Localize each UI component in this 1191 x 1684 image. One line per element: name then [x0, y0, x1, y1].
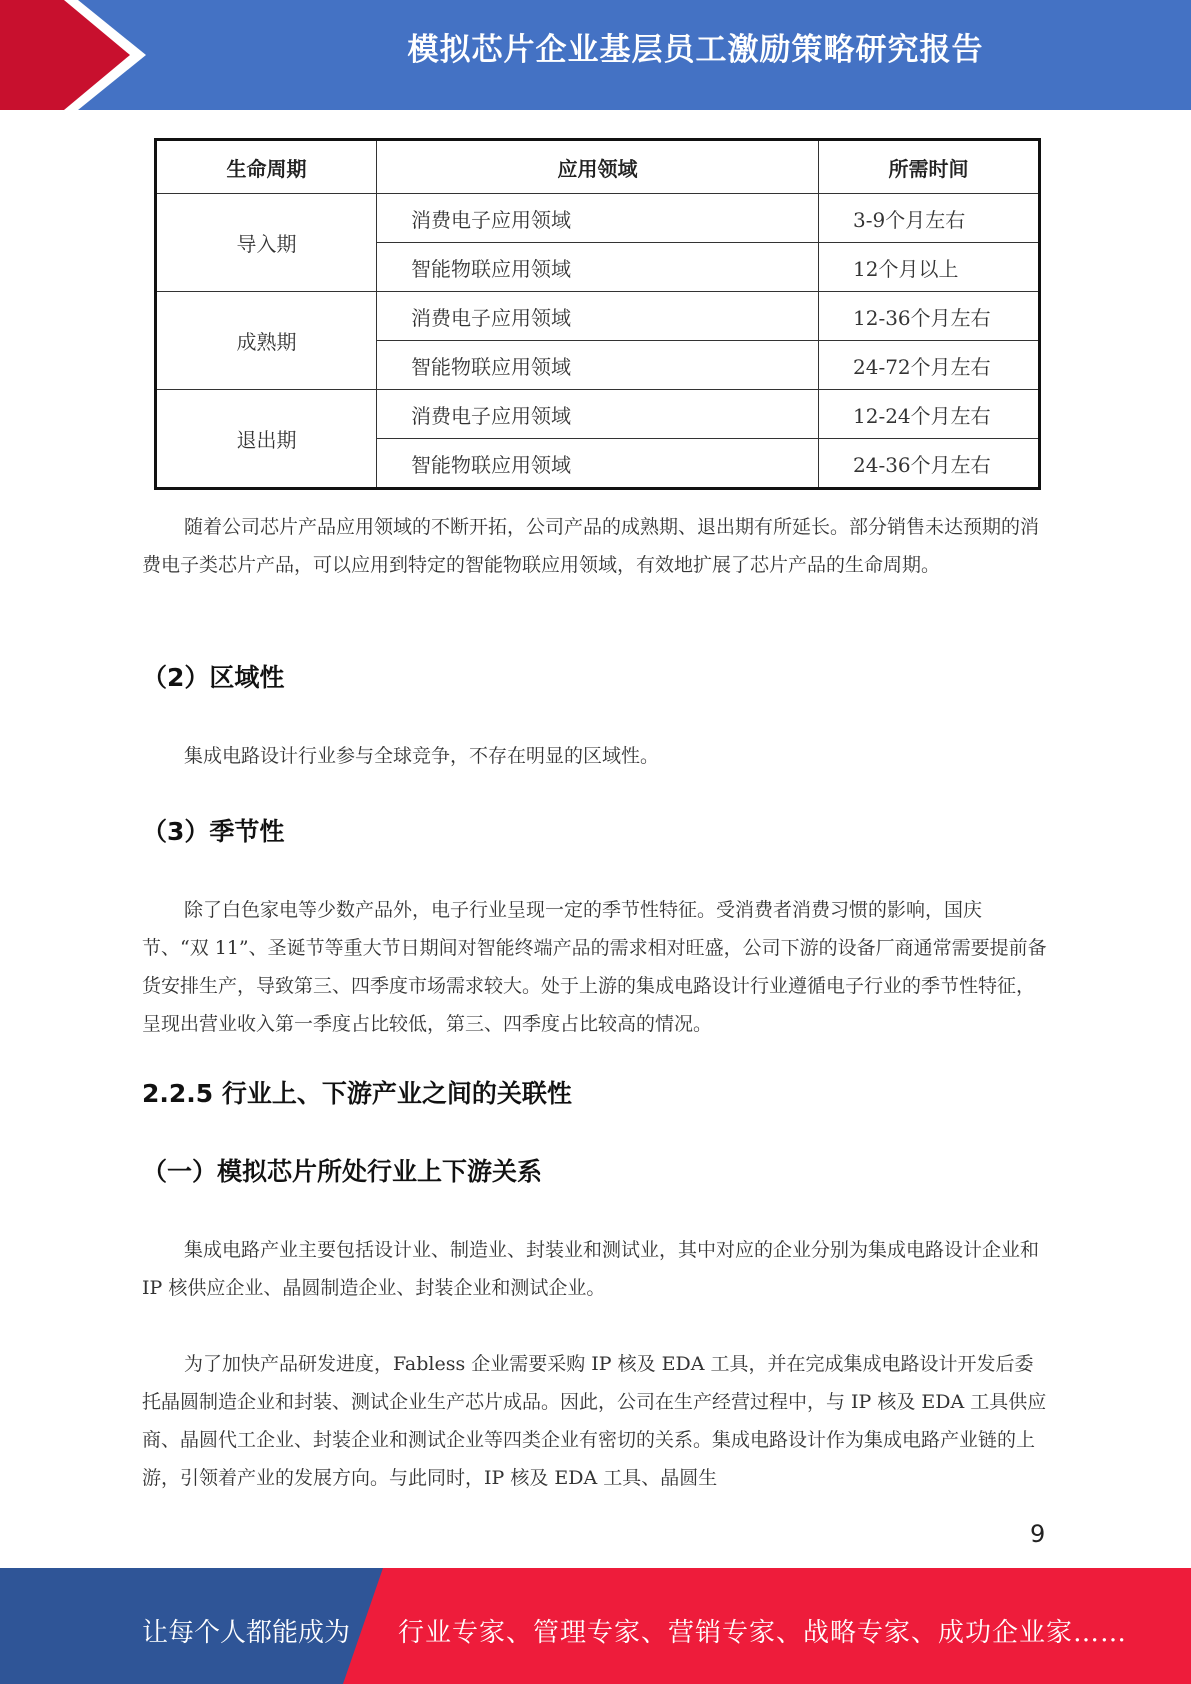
- time-cell: 3-9个月左右: [819, 194, 1040, 243]
- column-header-field: 应用领域: [377, 140, 819, 194]
- footer-slogan-right: 行业专家、管理专家、营销专家、战略专家、成功企业家……: [398, 1618, 1128, 1648]
- paragraph-industry-structure: 集成电路产业主要包括设计业、制造业、封装业和测试业，其中对应的企业分别为集成电路设计企业和 IP 核供应企业、晶圆制造企业、封装企业和测试企业。: [142, 1239, 1040, 1299]
- table-row: [156, 292, 1040, 341]
- header-arrow-decoration: [0, 0, 160, 110]
- heading-section-2-2-5: 2.2.5 行业上、下游产业之间的关联性: [142, 1079, 572, 1108]
- paragraph-fabless-relations: 为了加快产品研发进度，Fabless 企业需要采购 IP 核及 EDA 工具，并在完成集成电路设计开发后委托晶圆制造企业和封装、测试企业生产芯片成品。因此，公司在生产经营过程中，与 IP 核及 EDA 工具供应商、晶圆代工企业、封装企业和测试企业等四类企业有密切的关系。集成电路设计作为集成电路产业链的上游，引领着产业的发展方向。与此同时，IP 核及 EDA 工具、晶圆生: [142, 1353, 1047, 1489]
- page-number: 9: [1030, 1520, 1046, 1548]
- time-cell: 24-36个月左右: [819, 439, 1040, 489]
- field-cell: 智能物联应用领域: [377, 439, 819, 489]
- field-cell: 消费电子应用领域: [377, 292, 819, 341]
- time-cell: 12-24个月左右: [819, 390, 1040, 439]
- stage-cell: 导入期: [156, 194, 377, 292]
- stage-cell: 成熟期: [156, 292, 377, 390]
- paragraph-regional: 集成电路设计行业参与全球竞争，不存在明显的区域性。: [184, 745, 660, 767]
- page-header: [0, 0, 1191, 110]
- column-header-stage: 生命周期: [156, 140, 377, 194]
- field-cell: 消费电子应用领域: [377, 390, 819, 439]
- heading-seasonal: （3）季节性: [142, 817, 285, 846]
- time-cell: 24-72个月左右: [819, 341, 1040, 390]
- field-cell: 智能物联应用领域: [377, 341, 819, 390]
- time-cell: 12-36个月左右: [819, 292, 1040, 341]
- heading-upstream-downstream: （一）模拟芯片所处行业上下游关系: [142, 1157, 543, 1186]
- page-footer: [0, 1568, 1191, 1684]
- stage-cell: 退出期: [156, 390, 377, 489]
- table-header-row: [156, 140, 1040, 194]
- table-row: [156, 194, 1040, 243]
- paragraph-lifecycle-extension: 随着公司芯片产品应用领域的不断开拓，公司产品的成熟期、退出期有所延长。部分销售未达预期的消费电子类芯片产品，可以应用到特定的智能物联应用领域，有效地扩展了芯片产品的生命周期。: [142, 516, 1040, 576]
- time-cell: 12个月以上: [819, 243, 1040, 292]
- report-title: 模拟芯片企业基层员工激励策略研究报告: [407, 32, 984, 68]
- heading-regional: （2）区域性: [142, 663, 285, 692]
- field-cell: 智能物联应用领域: [377, 243, 819, 292]
- lifecycle-table: [154, 138, 1041, 490]
- table-row: [156, 390, 1040, 439]
- field-cell: 消费电子应用领域: [377, 194, 819, 243]
- footer-slogan-left: 让每个人都能成为: [142, 1618, 351, 1648]
- paragraph-seasonal: 除了白色家电等少数产品外，电子行业呈现一定的季节性特征。受消费者消费习惯的影响，国庆节、“双 11”、圣诞节等重大节日期间对智能终端产品的需求相对旺盛，公司下游的设备厂商通常需要提前备货安排生产，导致第三、四季度市场需求较大。处于上游的集成电路设计行业遵循电子行业的季节性特征，呈现出营业收入第一季度占比较低，第三、四季度占比较高的情况。: [142, 899, 1047, 1035]
- column-header-time: 所需时间: [819, 140, 1040, 194]
